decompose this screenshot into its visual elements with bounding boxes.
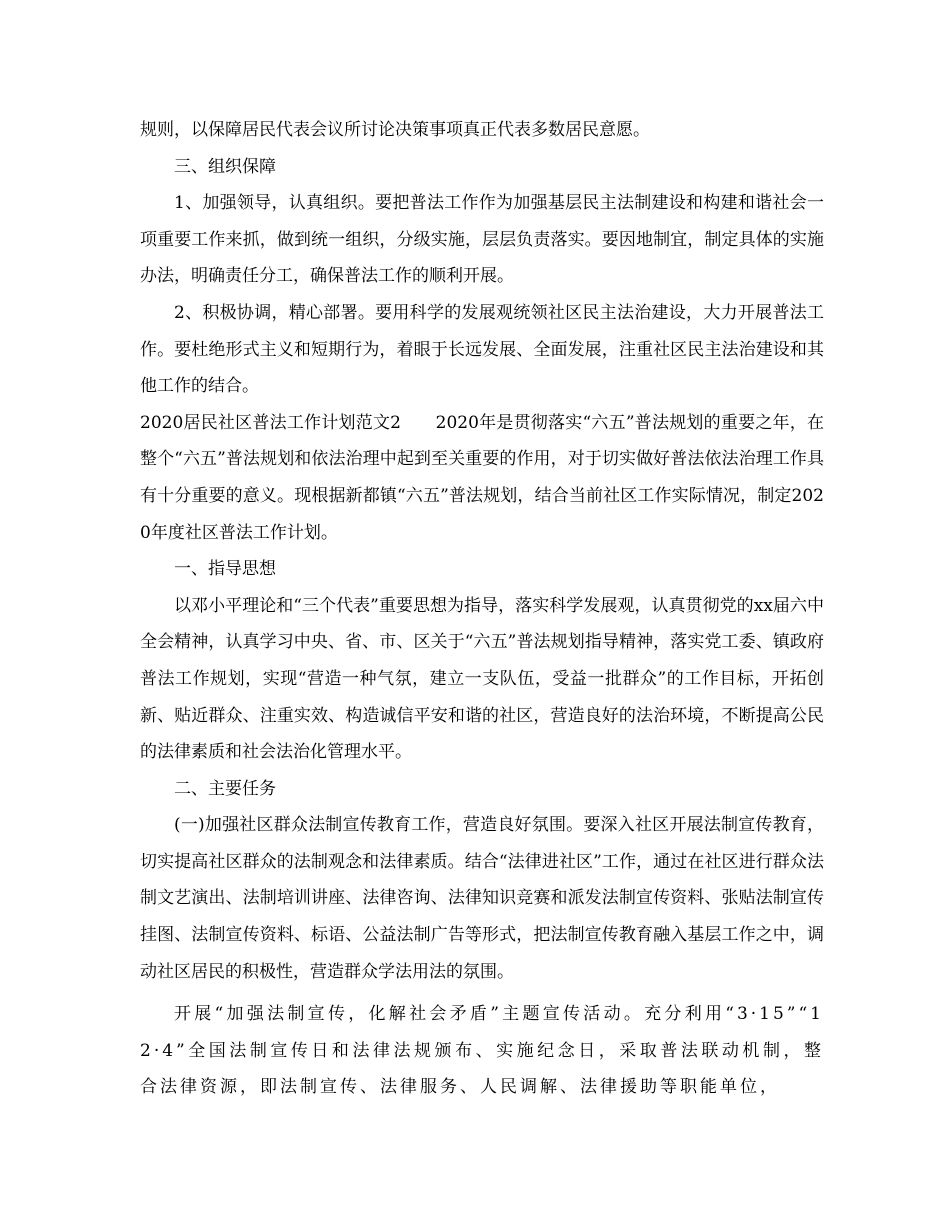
paragraph-plan-2-intro: 2020居民社区普法工作计划范文2 2020年是贯彻落实“六五”普法规划的重要之年，在整个“六五”普法规划和依法治理中起到至关重要的作用，对于切实做好普法依法治理工作具有十分重要的意义。现根据新都镇“六五”普法规划，结合当前社区工作实际情况，制定2020年度社区普法工作计划。 <box>140 412 824 543</box>
document-page <box>140 112 824 1106</box>
section-heading-guiding-thought: 一、指导思想 <box>174 559 276 580</box>
paragraph-intro-continuation: 规则，以保障居民代表会议所讨论决策事项真正代表多数居民意愿。 <box>140 120 650 140</box>
paragraph-guiding-thought: 以邓小平理论和“三个代表”重要思想为指导，落实科学发展观，认真贯彻党的xx届六中全会精神，认真学习中央、省、市、区关于“六五”普法规划指导精神，落实党工委、镇政府普法工作规划，实现“营造一种气氛，建立一支队伍，受益一批群众”的工作目标，开拓创新、贴近群众、注重实效、构造诚信平安和谐的社区，营造良好的法治环境，不断提高公民的法律素质和社会法治化管理水平。 <box>140 595 824 763</box>
section-heading-organization: 三、组织保障 <box>174 156 276 177</box>
paragraph-task-one: (一)加强社区群众法制宣传教育工作，营造良好氛围。要深入社区开展法制宣传教育，切实提高社区群众的法制观念和法律素质。结合“法律进社区”工作，通过在社区进行群众法制文艺演出、法制培训讲座、法律咨询、法律知识竞赛和派发法制宣传资料、张贴法制宣传挂图、法制宣传资料、标语、公益法制广告等形式，把法制宣传教育融入基层工作之中，调动社区居民的积极性，营造群众学法用法的氛围。 <box>140 815 824 982</box>
section-heading-main-tasks: 二、主要任务 <box>174 778 276 799</box>
paragraph-leadership: 1、加强领导，认真组织。要把普法工作作为加强基层民主法制建设和构建和谐社会一项重要工作来抓，做到统一组织，分级实施，层层负责落实。要因地制宜，制定具体的实施办法，明确责任分工，确保普法工作的顺利开展。 <box>140 193 824 287</box>
paragraph-coordination: 2、积极协调，精心部署。要用科学的发展观统领社区民主法治建设，大力开展普法工作。要杜绝形式主义和短期行为，着眼于长远发展、全面发展，注重社区民主法治建设和其他工作的结合。 <box>140 302 824 397</box>
paragraph-theme-campaign: 开展“加强法制宣传，化解社会矛盾”主题宣传活动。充分利用“3·15”“12·4”全国法制宣传日和法律法规颁布、实施纪念日，采取普法联动机制，整合法律资源，即法制宣传、法律服务、人民调解、法律援助等职能单位， <box>140 1004 824 1098</box>
